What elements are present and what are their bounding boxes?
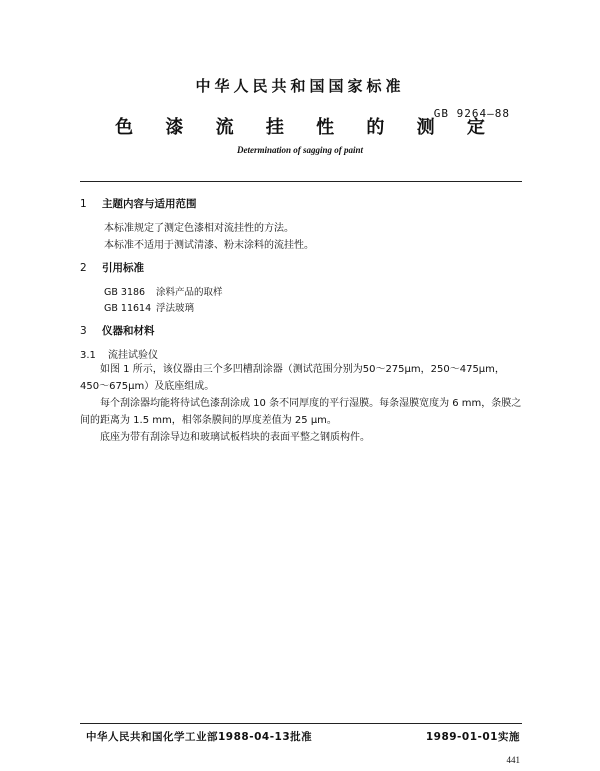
document-title: 色 漆 流 挂 性 的 测 定 (115, 117, 498, 138)
section-number: 3 (80, 325, 87, 337)
subsection-paragraph-2: 每个刮涂器均能将待试色漆刮涂成 10 条不同厚度的平行湿膜。每条湿膜宽度为 6 mm，条膜之间的距离为 1.5 mm，相邻条膜间的厚度差值为 25 μm。 (80, 398, 522, 426)
section-1-heading (80, 196, 197, 211)
reference-code: GB 3186 (104, 287, 146, 298)
subsection-title: 流挂试验仪 (108, 350, 158, 361)
reference-title: 浮法玻璃 (156, 303, 195, 314)
document-subtitle-en: Determination of sagging of paint (236, 145, 363, 155)
subsection-3-1-heading (80, 346, 158, 361)
section-title: 主题内容与适用范围 (102, 198, 197, 210)
section-title: 引用标准 (102, 262, 144, 274)
approval-line: 中华人民共和国化学工业部1988-04-13批准 (86, 731, 313, 743)
reference-code: GB 11614 (104, 303, 152, 314)
section-number: 2 (80, 262, 87, 274)
bottom-divider (80, 723, 522, 724)
top-divider (80, 181, 522, 182)
subsection-body (80, 361, 522, 446)
section-title: 仪器和材料 (102, 325, 155, 337)
subsection-paragraph-3: 底座为带有刮涂导边和玻璃试板档块的表面平整之钢质构件。 (100, 432, 370, 443)
national-standard-header: 中华人民共和国国家标准 (195, 77, 405, 95)
section-1-paragraph-1: 本标准规定了测定色漆相对流挂性的方法。 (104, 223, 294, 234)
section-3-heading (80, 323, 155, 338)
section-2-heading (80, 260, 144, 275)
page-number: 441 (506, 755, 520, 765)
reference-title: 涂料产品的取样 (156, 287, 223, 298)
standard-code: GB 9264—88 (433, 107, 510, 120)
reference-item (104, 300, 194, 314)
section-1-paragraph-2: 本标准不适用于测试清漆、粉末涂料的流挂性。 (104, 240, 314, 251)
subsection-number: 3.1 (80, 350, 96, 361)
section-number: 1 (80, 198, 87, 210)
implementation-date: 1989-01-01实施 (425, 731, 520, 743)
reference-item (104, 284, 223, 298)
subsection-paragraph-1: 如图 1 所示，该仪器由三个多凹槽刮涂器（测试范围分别为50～275μm，250～475μm，450～675μm）及底座组成。 (80, 364, 505, 392)
